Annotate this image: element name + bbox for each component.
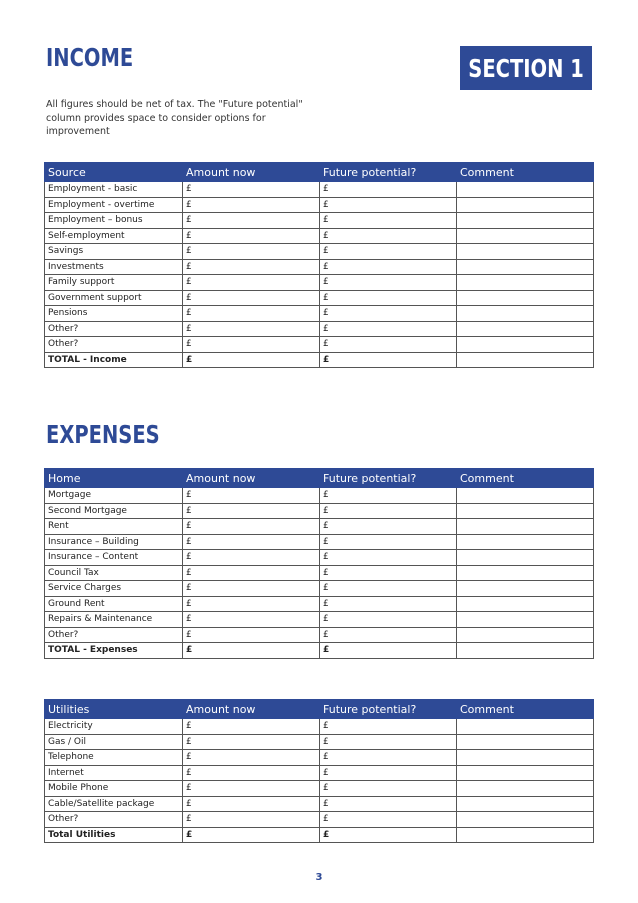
row-label-cell: Council Tax <box>45 565 183 581</box>
column-header: Utilities <box>45 700 183 719</box>
future-potential-cell[interactable]: £ <box>320 719 457 735</box>
table-row <box>45 503 594 519</box>
future-potential-cell[interactable]: £ <box>320 197 457 213</box>
row-label-cell: Other? <box>45 627 183 643</box>
amount-now-cell[interactable]: £ <box>183 719 320 735</box>
future-potential-cell[interactable]: £ <box>320 337 457 353</box>
amount-now-cell[interactable]: £ <box>183 734 320 750</box>
row-label-cell: TOTAL - Income <box>45 352 183 368</box>
comment-cell[interactable] <box>457 827 594 843</box>
row-label-cell: Other? <box>45 321 183 337</box>
row-label-cell: Investments <box>45 259 183 275</box>
amount-now-cell[interactable]: £ <box>183 827 320 843</box>
comment-cell[interactable] <box>457 581 594 597</box>
row-label-cell: Mortgage <box>45 488 183 504</box>
column-header: Future potential? <box>320 469 457 488</box>
amount-now-cell[interactable]: £ <box>183 596 320 612</box>
comment-cell[interactable] <box>457 643 594 659</box>
section-badge-label: SECTION 1 <box>468 53 584 83</box>
amount-now-cell[interactable]: £ <box>183 565 320 581</box>
future-potential-cell[interactable]: £ <box>320 503 457 519</box>
comment-cell[interactable] <box>457 290 594 306</box>
table-row <box>45 534 594 550</box>
row-label-cell: Insurance – Building <box>45 534 183 550</box>
table-row <box>45 488 594 504</box>
comment-cell[interactable] <box>457 765 594 781</box>
page-number: 3 <box>315 872 323 883</box>
amount-now-cell[interactable]: £ <box>183 781 320 797</box>
amount-now-cell[interactable]: £ <box>183 627 320 643</box>
future-potential-cell[interactable]: £ <box>320 213 457 229</box>
column-header: Future potential? <box>320 163 457 182</box>
table-header-row <box>45 163 594 182</box>
comment-cell[interactable] <box>457 488 594 504</box>
table-row <box>45 213 594 229</box>
table-row <box>45 321 594 337</box>
row-label-cell: Service Charges <box>45 581 183 597</box>
amount-now-cell[interactable]: £ <box>183 750 320 766</box>
row-label-cell: Cable/Satellite package <box>45 796 183 812</box>
row-label-cell: Other? <box>45 337 183 353</box>
future-potential-cell[interactable]: £ <box>320 627 457 643</box>
row-label-cell: Ground Rent <box>45 596 183 612</box>
future-potential-cell[interactable]: £ <box>320 750 457 766</box>
row-label-cell: Total Utilities <box>45 827 183 843</box>
comment-cell[interactable] <box>457 550 594 566</box>
table-row <box>45 275 594 291</box>
table-header-row <box>45 469 594 488</box>
amount-now-cell[interactable]: £ <box>183 581 320 597</box>
comment-cell[interactable] <box>457 596 594 612</box>
comment-cell[interactable] <box>457 565 594 581</box>
amount-now-cell[interactable]: £ <box>183 228 320 244</box>
future-potential-cell[interactable]: £ <box>320 321 457 337</box>
comment-cell[interactable] <box>457 534 594 550</box>
table-row <box>45 259 594 275</box>
income-table <box>44 162 594 368</box>
comment-cell[interactable] <box>457 244 594 260</box>
row-label-cell: Other? <box>45 812 183 828</box>
total-row <box>45 827 594 843</box>
future-potential-cell[interactable]: £ <box>320 765 457 781</box>
table-row <box>45 197 594 213</box>
amount-now-cell[interactable]: £ <box>183 550 320 566</box>
column-header: Comment <box>457 163 594 182</box>
comment-cell[interactable] <box>457 352 594 368</box>
future-potential-cell[interactable]: £ <box>320 228 457 244</box>
table-row <box>45 337 594 353</box>
row-label-cell: Pensions <box>45 306 183 322</box>
amount-now-cell[interactable]: £ <box>183 534 320 550</box>
table-row <box>45 290 594 306</box>
row-label-cell: Repairs & Maintenance <box>45 612 183 628</box>
row-label-cell: Self-employment <box>45 228 183 244</box>
row-label-cell: Employment - basic <box>45 182 183 198</box>
comment-cell[interactable] <box>457 627 594 643</box>
comment-cell[interactable] <box>457 321 594 337</box>
future-potential-cell[interactable]: £ <box>320 290 457 306</box>
comment-cell[interactable] <box>457 750 594 766</box>
table-row <box>45 734 594 750</box>
row-label-cell: Employment - overtime <box>45 197 183 213</box>
table-row <box>45 581 594 597</box>
table-row <box>45 750 594 766</box>
table-row <box>45 627 594 643</box>
column-header: Home <box>45 469 183 488</box>
row-label-cell: Family support <box>45 275 183 291</box>
income-intro-text: All figures should be net of tax. The "Future potential" column provides space to consider options for improvement <box>46 99 303 137</box>
table-row <box>45 596 594 612</box>
comment-cell[interactable] <box>457 306 594 322</box>
row-label-cell: Electricity <box>45 719 183 735</box>
future-potential-cell[interactable]: £ <box>320 643 457 659</box>
table-row <box>45 519 594 535</box>
future-potential-cell[interactable]: £ <box>320 275 457 291</box>
expenses-heading: EXPENSES <box>46 420 160 449</box>
amount-now-cell[interactable]: £ <box>183 321 320 337</box>
future-potential-cell[interactable]: £ <box>320 781 457 797</box>
column-header: Comment <box>457 469 594 488</box>
future-potential-cell[interactable]: £ <box>320 596 457 612</box>
total-row <box>45 643 594 659</box>
future-potential-cell[interactable]: £ <box>320 827 457 843</box>
future-potential-cell[interactable]: £ <box>320 182 457 198</box>
income-heading: INCOME <box>46 43 134 72</box>
amount-now-cell[interactable]: £ <box>183 306 320 322</box>
future-potential-cell[interactable]: £ <box>320 581 457 597</box>
amount-now-cell[interactable]: £ <box>183 213 320 229</box>
table-row <box>45 781 594 797</box>
table-row <box>45 719 594 735</box>
amount-now-cell[interactable]: £ <box>183 503 320 519</box>
comment-cell[interactable] <box>457 275 594 291</box>
utilities-expenses-table <box>44 699 594 843</box>
comment-cell[interactable] <box>457 503 594 519</box>
table-row <box>45 812 594 828</box>
future-potential-cell[interactable]: £ <box>320 519 457 535</box>
amount-now-cell[interactable]: £ <box>183 337 320 353</box>
comment-cell[interactable] <box>457 796 594 812</box>
comment-cell[interactable] <box>457 612 594 628</box>
future-potential-cell[interactable]: £ <box>320 550 457 566</box>
comment-cell[interactable] <box>457 781 594 797</box>
table-row <box>45 228 594 244</box>
future-potential-cell[interactable]: £ <box>320 534 457 550</box>
home-expenses-table <box>44 468 594 659</box>
amount-now-cell[interactable]: £ <box>183 275 320 291</box>
row-label-cell: Internet <box>45 765 183 781</box>
row-label-cell: Savings <box>45 244 183 260</box>
future-potential-cell[interactable]: £ <box>320 812 457 828</box>
row-label-cell: Mobile Phone <box>45 781 183 797</box>
amount-now-cell[interactable]: £ <box>183 259 320 275</box>
column-header: Source <box>45 163 183 182</box>
comment-cell[interactable] <box>457 228 594 244</box>
column-header: Amount now <box>183 700 320 719</box>
row-label-cell: Government support <box>45 290 183 306</box>
column-header: Amount now <box>183 469 320 488</box>
row-label-cell: Telephone <box>45 750 183 766</box>
row-label-cell: TOTAL - Expenses <box>45 643 183 659</box>
table-row <box>45 765 594 781</box>
table-row <box>45 565 594 581</box>
row-label-cell: Insurance – Content <box>45 550 183 566</box>
comment-cell[interactable] <box>457 197 594 213</box>
amount-now-cell[interactable]: £ <box>183 812 320 828</box>
amount-now-cell[interactable]: £ <box>183 352 320 368</box>
future-potential-cell[interactable]: £ <box>320 796 457 812</box>
table-header-row <box>45 700 594 719</box>
amount-now-cell[interactable]: £ <box>183 612 320 628</box>
table-row <box>45 550 594 566</box>
row-label-cell: Gas / Oil <box>45 734 183 750</box>
amount-now-cell[interactable]: £ <box>183 290 320 306</box>
comment-cell[interactable] <box>457 213 594 229</box>
row-label-cell: Employment – bonus <box>45 213 183 229</box>
table-row <box>45 306 594 322</box>
amount-now-cell[interactable]: £ <box>183 643 320 659</box>
table-row <box>45 796 594 812</box>
table-row <box>45 612 594 628</box>
amount-now-cell[interactable]: £ <box>183 765 320 781</box>
future-potential-cell[interactable]: £ <box>320 259 457 275</box>
comment-cell[interactable] <box>457 182 594 198</box>
amount-now-cell[interactable]: £ <box>183 488 320 504</box>
future-potential-cell[interactable]: £ <box>320 488 457 504</box>
comment-cell[interactable] <box>457 734 594 750</box>
amount-now-cell[interactable]: £ <box>183 519 320 535</box>
column-header: Comment <box>457 700 594 719</box>
future-potential-cell[interactable]: £ <box>320 565 457 581</box>
amount-now-cell[interactable]: £ <box>183 796 320 812</box>
amount-now-cell[interactable]: £ <box>183 197 320 213</box>
total-row <box>45 352 594 368</box>
column-header: Future potential? <box>320 700 457 719</box>
amount-now-cell[interactable]: £ <box>183 182 320 198</box>
future-potential-cell[interactable]: £ <box>320 306 457 322</box>
row-label-cell: Second Mortgage <box>45 503 183 519</box>
comment-cell[interactable] <box>457 812 594 828</box>
amount-now-cell[interactable]: £ <box>183 244 320 260</box>
comment-cell[interactable] <box>457 259 594 275</box>
column-header: Amount now <box>183 163 320 182</box>
future-potential-cell[interactable]: £ <box>320 352 457 368</box>
comment-cell[interactable] <box>457 337 594 353</box>
comment-cell[interactable] <box>457 519 594 535</box>
row-label-cell: Rent <box>45 519 183 535</box>
future-potential-cell[interactable]: £ <box>320 734 457 750</box>
comment-cell[interactable] <box>457 719 594 735</box>
section-badge <box>460 46 592 90</box>
future-potential-cell[interactable]: £ <box>320 612 457 628</box>
table-row <box>45 244 594 260</box>
table-row <box>45 182 594 198</box>
future-potential-cell[interactable]: £ <box>320 244 457 260</box>
